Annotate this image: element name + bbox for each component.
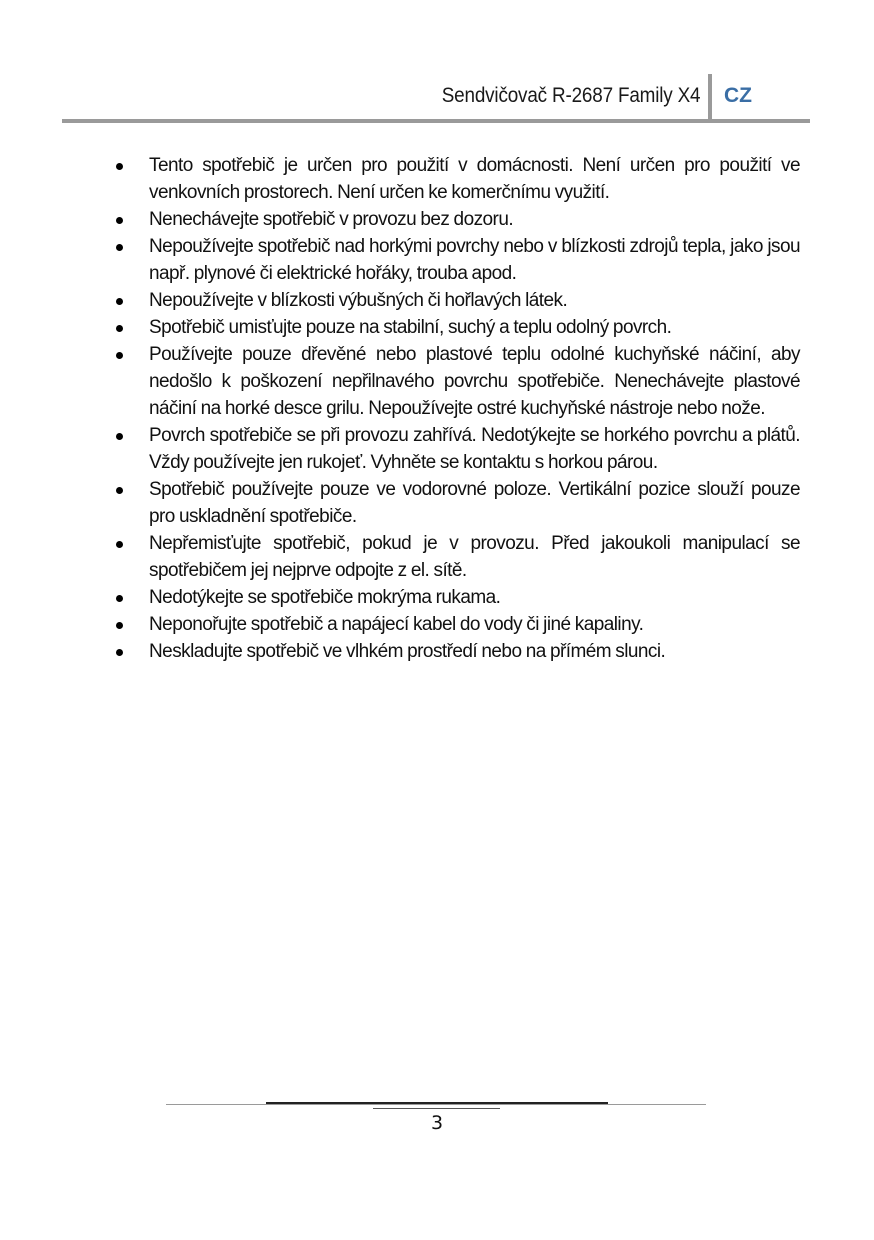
list-item-text: Nepoužívejte spotřebič nad horkými povrchy nebo v blízkosti zdrojů tepla, jako jsou např. plynové či elektrické hořáky, trouba apod. [149,236,800,284]
header-rule [62,119,810,123]
list-item [108,287,800,314]
list-item [108,584,800,611]
list-item-text: Povrch spotřebiče se při provozu zahřívá. Nedotýkejte se horkého povrchu a plátů. Vždy používejte jen rukojeť. Vyhněte se kontaktu s horkou párou. [149,425,800,473]
footer-rule-mid [266,1102,608,1104]
list-item [108,422,800,476]
footer-rule-short [373,1108,500,1109]
list-item-text: Nenechávejte spotřebič v provozu bez dozoru. [149,209,514,230]
bullet-icon [116,622,123,629]
list-item-text: Neskladujte spotřebič ve vlhkém prostředí nebo na přímém slunci. [149,641,666,662]
list-item-text: Nepoužívejte v blízkosti výbušných či hořlavých látek. [149,290,568,311]
list-item [108,314,800,341]
list-item-text: Používejte pouze dřevěné nebo plastové teplu odolné kuchyňské náčiní, aby nedošlo k poškození nepřilnavého povrchu spotřebiče. Nenechávejte plastové náčiní na horké desce grilu. Nepoužívejte ostré kuchyňské nástroje nebo nože. [149,344,800,419]
list-item-text: Tento spotřebič je určen pro použití v domácnosti. Není určen pro použití ve venkovních prostorech. Není určen ke komerčnímu využití. [149,155,800,203]
footer-rule-long [166,1104,706,1105]
bullet-icon [116,325,123,332]
bullet-icon [116,217,123,224]
bullet-icon [116,541,123,548]
page-header [62,70,810,122]
list-item [108,530,800,584]
bullet-icon [116,298,123,305]
list-item [108,638,800,665]
bullet-icon [116,244,123,251]
safety-instructions [108,152,800,665]
header-divider [708,74,712,120]
bullet-icon [116,649,123,656]
bullet-icon [116,487,123,494]
list-item-text: Nedotýkejte se spotřebiče mokrýma rukama. [149,587,501,608]
list-item-text: Neponořujte spotřebič a napájecí kabel do vody či jiné kapaliny. [149,614,644,635]
bullet-icon [116,595,123,602]
list-item-text: Spotřebič umisťujte pouze na stabilní, suchý a teplu odolný povrch. [149,317,672,338]
bullet-list [108,152,800,665]
list-item-text: Spotřebič používejte pouze ve vodorovné poloze. Vertikální pozice slouží pouze pro uskladnění spotřebiče. [149,479,800,527]
header-title: Sendvičovač R-2687 Family X4 [441,84,700,107]
list-item [108,476,800,530]
bullet-icon [116,352,123,359]
page-number: 3 [430,1112,444,1134]
list-item [108,341,800,422]
bullet-icon [116,433,123,440]
list-item-text: Nepřemisťujte spotřebič, pokud je v provozu. Před jakoukoli manipulací se spotřebičem jej nejprve odpojte z el. sítě. [149,533,800,581]
list-item [108,611,800,638]
list-item [108,152,800,206]
list-item [108,206,800,233]
bullet-icon [116,163,123,170]
language-code: CZ [724,84,752,107]
list-item [108,233,800,287]
